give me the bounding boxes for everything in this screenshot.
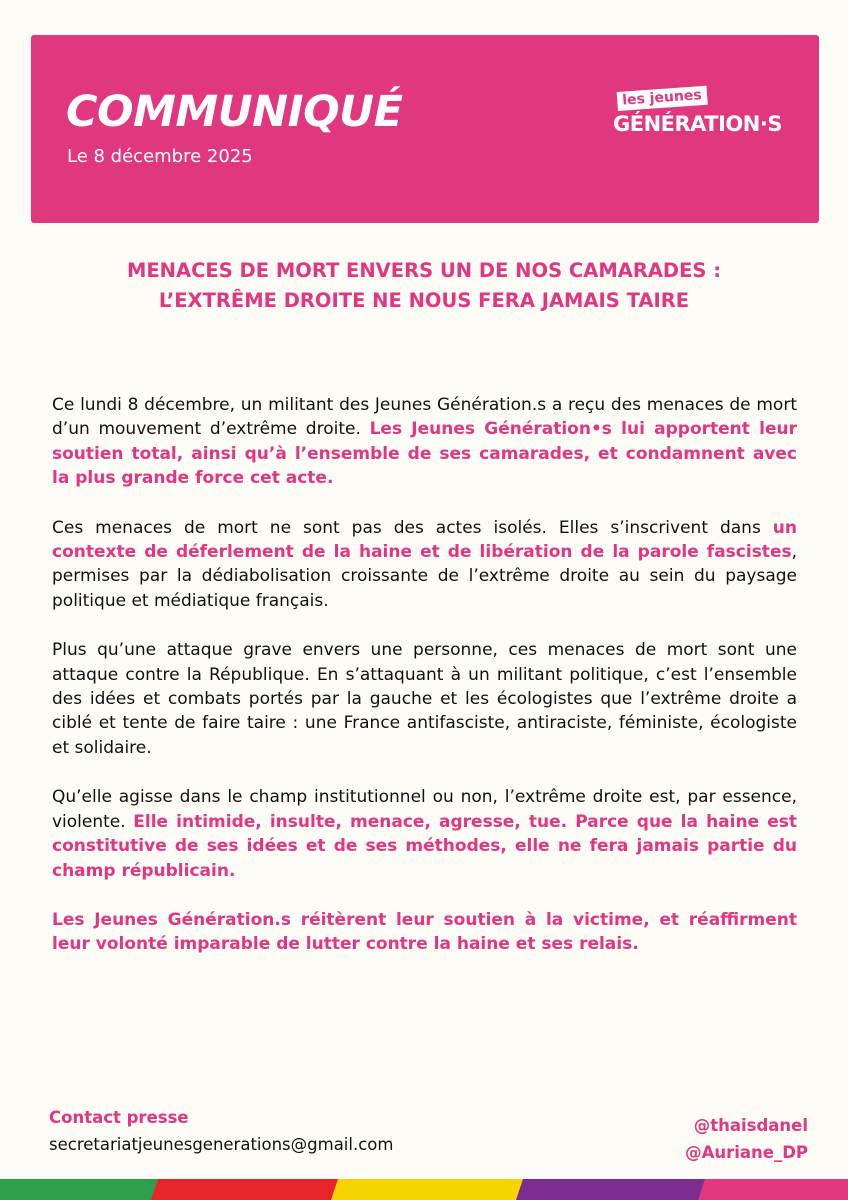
paragraph-1 bbox=[52, 393, 797, 491]
paragraph-1-highlight: Les Jeunes Génération•s lui apportent leur soutien total, ainsi qu’à l’ensemble de ses camarades, et condamnent avec la plus grande force cet acte. bbox=[52, 419, 797, 489]
header-banner bbox=[31, 35, 819, 223]
paragraph-2 bbox=[52, 516, 797, 614]
publication-date: Le 8 décembre 2025 bbox=[67, 146, 253, 167]
stripe-green bbox=[0, 1179, 165, 1200]
headline-line-2: L’EXTRÊME DROITE NE NOUS FERA JAMAIS TAIRE bbox=[158, 289, 690, 312]
paragraph-2-text-start: Ces menaces de mort ne sont pas des actes isolés. Elles s’inscrivent dans bbox=[52, 517, 773, 538]
paragraph-4-text: Qu’elle agisse dans le champ institutionnel ou non, l’extrême droite est, par essence, violente. bbox=[52, 787, 797, 832]
stripe-purple bbox=[516, 1179, 712, 1200]
press-release-body bbox=[52, 393, 797, 982]
paragraph-5: Les Jeunes Génération.s réitèrent leur soutien à la victime, et réaffirment leur volonté imparable de lutter contre la haine et ses relais. bbox=[52, 909, 797, 955]
contact-label: Contact presse bbox=[49, 1108, 189, 1127]
contact-email: secretariatjeunesgenerations@gmail.com bbox=[49, 1134, 394, 1154]
press-contact bbox=[49, 1110, 393, 1155]
headline bbox=[40, 256, 808, 316]
stripe-red bbox=[151, 1179, 345, 1200]
paragraph-3: Plus qu’une attaque grave envers une personne, ces menaces de mort sont une attaque contre la République. En s’attaquant à un militant politique, c’est l’ensemble des idées et combats portés par la gauche et les écologistes que l’extrême droite a ciblé et tente de faire taire : une France antifasciste, antiraciste, féministe, écologiste et solidaire. bbox=[52, 640, 797, 758]
stripe-yellow bbox=[331, 1179, 530, 1200]
social-handles bbox=[685, 1112, 808, 1166]
page-title: COMMUNIQUÉ bbox=[66, 87, 403, 137]
paragraph-1-text: Ce lundi 8 décembre, un militant des Jeunes Génération.s a reçu des menaces de mort d’un mouvement d’extrême droite. bbox=[52, 395, 797, 440]
color-stripe bbox=[0, 1179, 848, 1200]
paragraph-4-highlight: Elle intimide, insulte, menace, agresse, tue. Parce que la haine est constitutive de ses idées et de ses méthodes, elle ne fera jamais partie du champ républicain. bbox=[52, 811, 797, 881]
headline-line-1: MENACES DE MORT ENVERS UN DE NOS CAMARADES : bbox=[126, 259, 722, 282]
paragraph-2-highlight: un contexte de déferlement de la haine et de libération de la parole fascistes bbox=[52, 517, 797, 563]
handle-thaisdanel: @thaisdanel bbox=[693, 1116, 808, 1135]
jeunes-generations-logo bbox=[611, 87, 791, 152]
logo-small-text: les jeunes bbox=[617, 86, 708, 111]
paragraph-4 bbox=[52, 785, 797, 883]
paragraph-2-text-end: , permises par la dédiabolisation croissante de l’extrême droite au sein du paysage politique et médiatique français. bbox=[52, 542, 797, 611]
handle-auriane: @Auriane_DP bbox=[685, 1143, 808, 1162]
stripe-pink bbox=[698, 1179, 848, 1200]
logo-big-text: GÉNÉRATION·S bbox=[613, 112, 782, 136]
